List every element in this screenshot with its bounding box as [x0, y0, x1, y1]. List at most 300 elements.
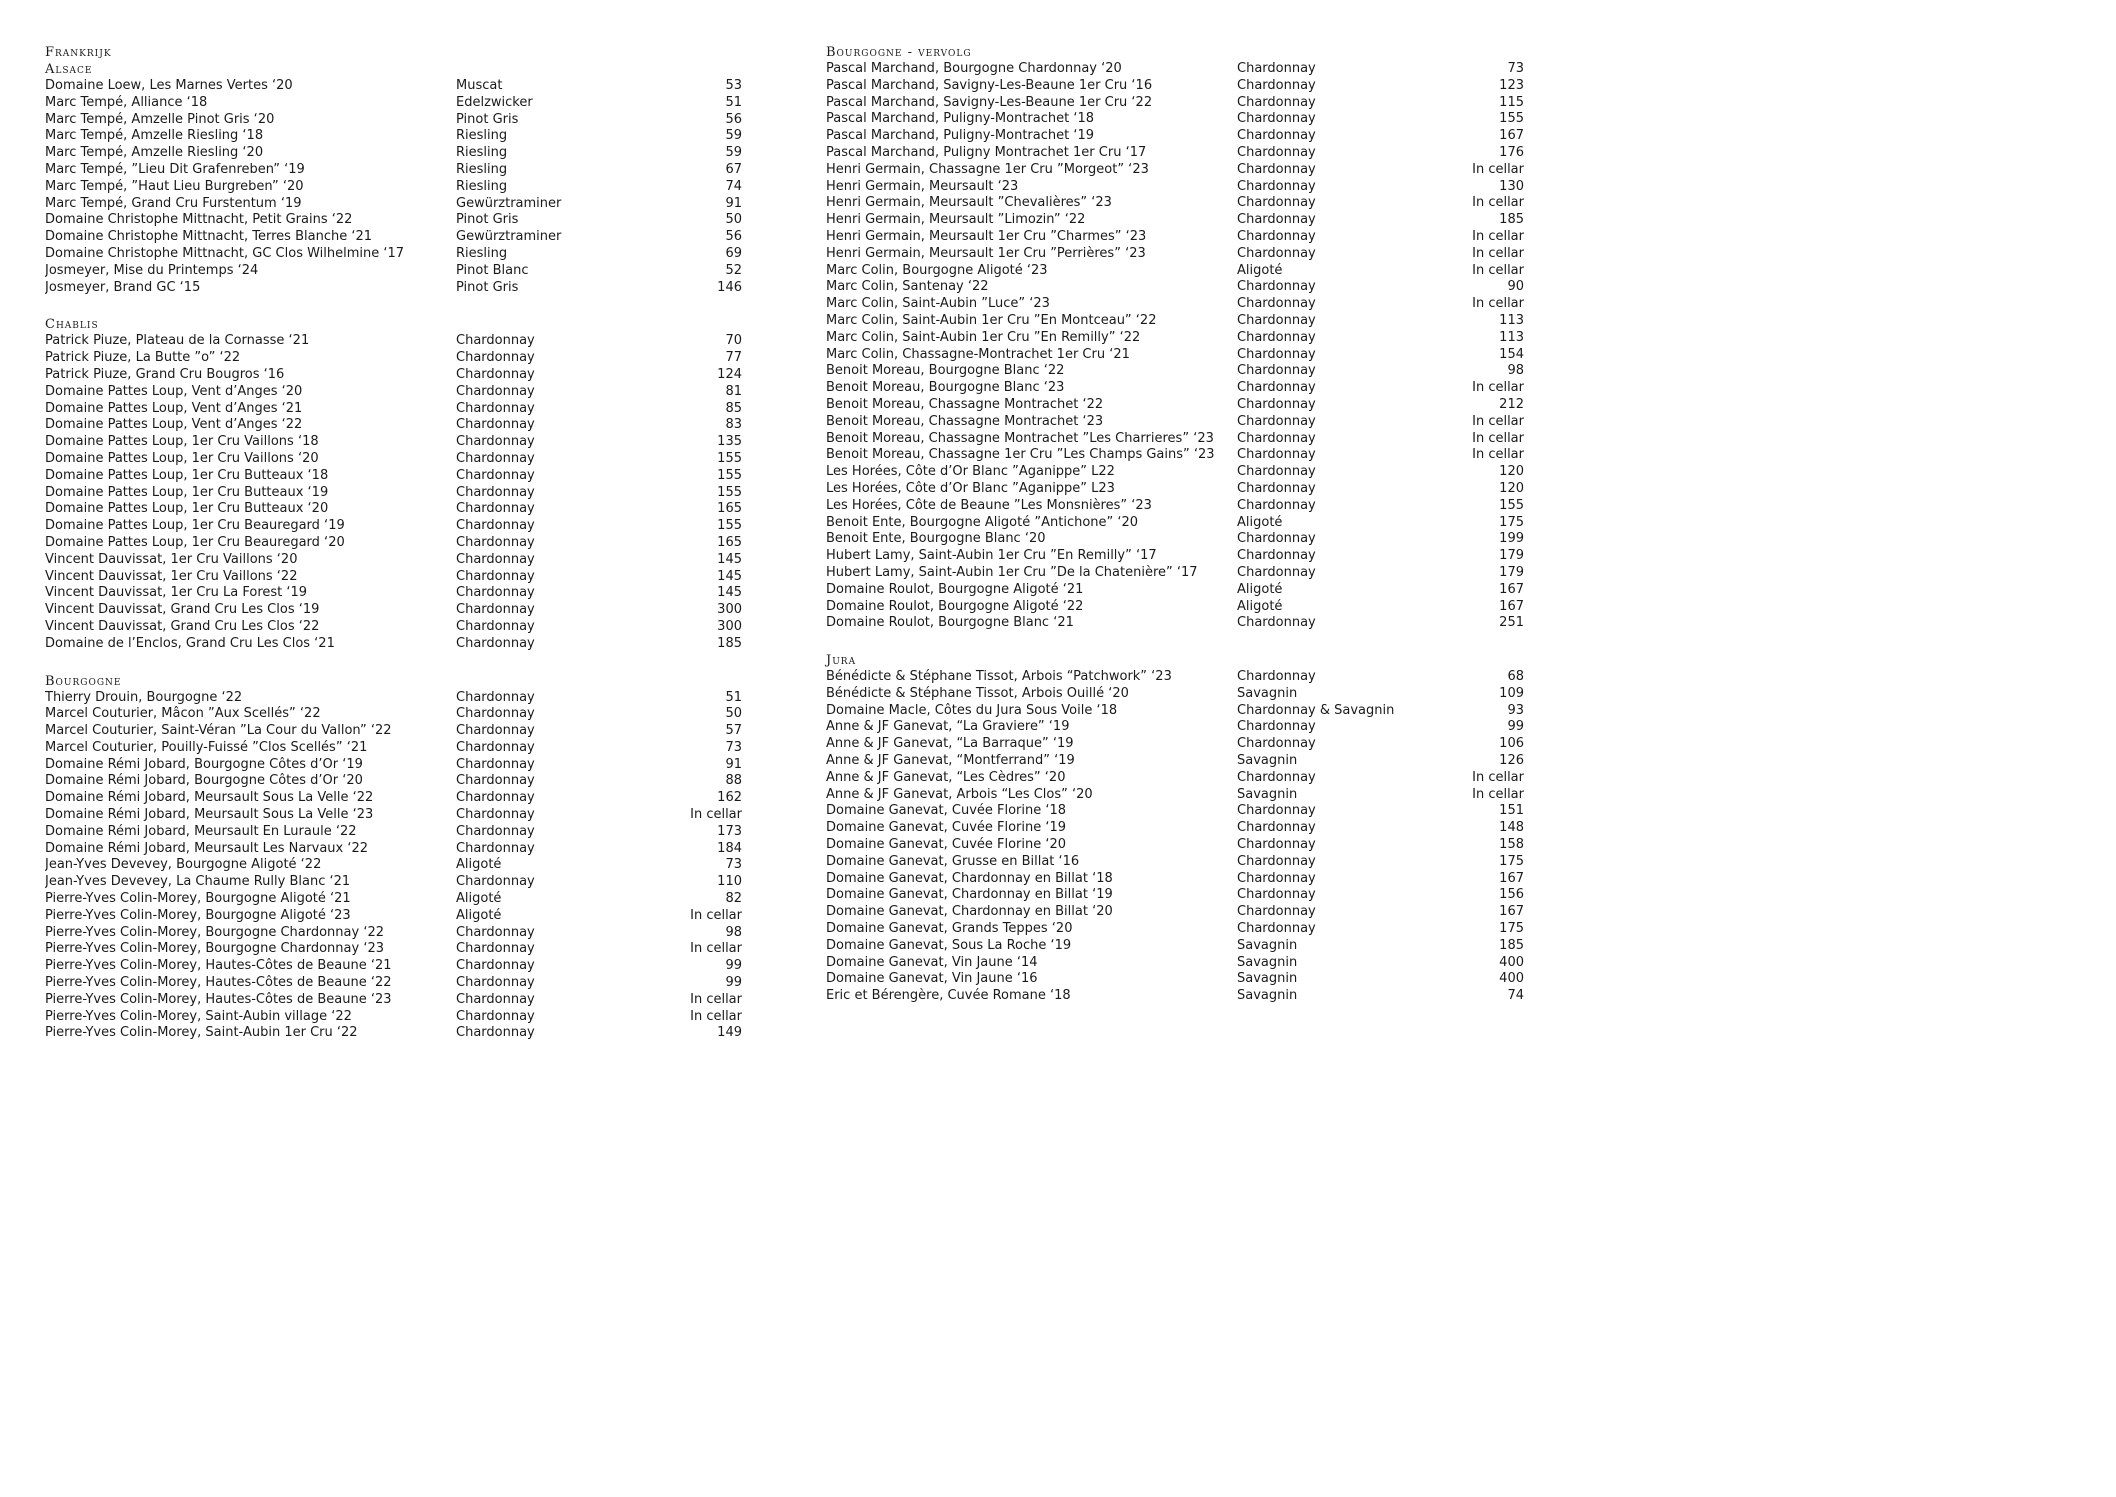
wine-grape: Savagnin	[1237, 786, 1298, 802]
wine-row	[826, 279, 1524, 296]
wine-grape: Chardonnay	[456, 501, 535, 517]
wine-row	[826, 128, 1524, 145]
wine-name: Domaine de l’Enclos, Grand Cru Les Clos ‘21	[45, 635, 335, 651]
wine-grape: Chardonnay	[456, 941, 535, 957]
wine-name: Anne & JF Ganevat, Arbois “Les Clos” ‘20	[826, 786, 1093, 802]
wine-price: 251	[1499, 615, 1524, 631]
wine-row	[45, 229, 742, 246]
wine-name: Vincent Dauvissat, Grand Cru Les Clos ‘19	[45, 602, 320, 618]
wine-row	[826, 330, 1524, 347]
wine-price: 167	[1499, 904, 1524, 920]
wine-name: Domaine Pattes Loup, 1er Cru Butteaux ‘19	[45, 484, 329, 500]
wine-price: In cellar	[690, 1008, 742, 1024]
wine-row	[826, 770, 1524, 787]
wine-name: Benoit Ente, Bourgogne Aligoté ”Antichone” ‘20	[826, 514, 1139, 530]
wine-grape: Pinot Blanc	[456, 262, 529, 278]
wine-row	[826, 162, 1524, 179]
wine-price: 123	[1499, 77, 1524, 93]
wine-grape: Chardonnay	[1237, 820, 1316, 836]
wine-row	[45, 585, 742, 602]
wine-name: Pascal Marchand, Puligny-Montrachet ‘18	[826, 111, 1095, 127]
wine-price: 67	[725, 161, 742, 177]
wine-row	[826, 498, 1524, 515]
wine-name: Anne & JF Ganevat, “Montferrand” ‘19	[826, 753, 1075, 769]
wine-row	[826, 854, 1524, 871]
wine-row	[45, 602, 742, 619]
wine-row	[826, 380, 1524, 397]
wine-grape: Chardonnay	[1237, 564, 1316, 580]
wine-price: 56	[725, 229, 742, 245]
wine-price: 69	[725, 245, 742, 261]
wine-grape: Chardonnay	[456, 874, 535, 890]
wine-row	[45, 401, 742, 418]
wine-row	[826, 481, 1524, 498]
wine-name: Domaine Rémi Jobard, Bourgogne Côtes d’Or ‘19	[45, 756, 363, 772]
wine-row	[826, 464, 1524, 481]
wine-row	[45, 958, 742, 975]
wine-name: Henri Germain, Meursault ‘23	[826, 178, 1019, 194]
wine-grape: Chardonnay	[1237, 346, 1316, 362]
wine-name: Marc Colin, Saint-Aubin ”Luce” ‘23	[826, 296, 1050, 312]
wine-grape: Chardonnay	[456, 366, 535, 382]
wine-name: Anne & JF Ganevat, “La Barraque” ‘19	[826, 736, 1074, 752]
wine-name: Domaine Pattes Loup, Vent d’Anges ‘22	[45, 417, 303, 433]
wine-row	[826, 145, 1524, 162]
wine-name: Marc Colin, Santenay ‘22	[826, 279, 989, 295]
wine-price: 120	[1499, 480, 1524, 496]
wine-grape: Savagnin	[1237, 971, 1298, 987]
wine-name: Domaine Pattes Loup, 1er Cru Beauregard ‘19	[45, 518, 345, 534]
wine-row	[826, 615, 1524, 632]
wine-price: In cellar	[1472, 430, 1524, 446]
wine-price: 113	[1499, 312, 1524, 328]
wine-price: In cellar	[1472, 447, 1524, 463]
wine-price: 179	[1499, 564, 1524, 580]
wine-price: 73	[725, 857, 742, 873]
wine-name: Les Horées, Côte d’Or Blanc ”Aganippe” L23	[826, 480, 1115, 496]
wine-price: 135	[717, 434, 742, 450]
wine-price: 165	[717, 534, 742, 550]
wine-row	[45, 212, 742, 229]
wine-grape: Chardonnay	[1237, 837, 1316, 853]
wine-grape: Chardonnay	[1237, 77, 1316, 93]
wine-price: 120	[1499, 464, 1524, 480]
wine-grape: Chardonnay	[1237, 430, 1316, 446]
wine-price: 83	[725, 417, 742, 433]
wine-price: 115	[1499, 94, 1524, 110]
wine-name: Pierre-Yves Colin-Morey, Saint-Aubin 1er Cru ‘22	[45, 1025, 358, 1041]
wine-price: 154	[1499, 346, 1524, 362]
wine-grape: Chardonnay	[456, 585, 535, 601]
wine-grape: Chardonnay	[456, 518, 535, 534]
wine-price: 52	[725, 262, 742, 278]
wine-row	[826, 347, 1524, 364]
wine-row	[45, 468, 742, 485]
wine-grape: Chardonnay	[456, 383, 535, 399]
wine-name: Domaine Pattes Loup, Vent d’Anges ‘21	[45, 400, 303, 416]
wine-price: In cellar	[690, 907, 742, 923]
wine-grape: Riesling	[456, 161, 508, 177]
wine-row	[45, 908, 742, 925]
wine-grape: Chardonnay	[456, 706, 535, 722]
wine-name: Marcel Couturier, Saint-Véran ”La Cour du Vallon” ‘22	[45, 723, 392, 739]
wine-grape: Chardonnay	[456, 434, 535, 450]
wine-grape: Chardonnay	[1237, 161, 1316, 177]
wine-price: 149	[717, 1025, 742, 1041]
wine-grape: Chardonnay	[456, 602, 535, 618]
wine-row	[45, 807, 742, 824]
wine-price: 185	[717, 635, 742, 651]
wine-grape: Chardonnay	[456, 739, 535, 755]
wine-grape: Aligoté	[456, 907, 502, 923]
wine-name: Domaine Christophe Mittnacht, Terres Blanche ‘21	[45, 229, 373, 245]
wine-price: 145	[717, 585, 742, 601]
wine-name: Patrick Piuze, La Butte ”o” ‘22	[45, 350, 241, 366]
section-spacer	[826, 632, 1524, 652]
wine-grape: Chardonnay	[1237, 312, 1316, 328]
wine-price: 77	[725, 350, 742, 366]
wine-row	[45, 350, 742, 367]
wine-name: Marcel Couturier, Pouilly-Fuissé ”Clos Scellés” ‘21	[45, 739, 368, 755]
wine-row	[826, 904, 1524, 921]
wine-row	[45, 196, 742, 213]
wine-name: Vincent Dauvissat, 1er Cru Vaillons ‘20	[45, 551, 298, 567]
wine-name: Domaine Pattes Loup, Vent d’Anges ‘20	[45, 383, 303, 399]
wine-row	[826, 431, 1524, 448]
wine-grape: Chardonnay	[456, 534, 535, 550]
wine-name: Benoit Moreau, Bourgogne Blanc ‘22	[826, 363, 1065, 379]
wine-name: Pierre-Yves Colin-Morey, Hautes-Côtes de Beaune ‘22	[45, 975, 392, 991]
wine-row	[826, 414, 1524, 431]
wine-row	[45, 941, 742, 958]
wine-row	[45, 246, 742, 263]
wine-name: Benoit Ente, Bourgogne Blanc ‘20	[826, 531, 1046, 547]
wine-price: 148	[1499, 820, 1524, 836]
wine-row	[45, 723, 742, 740]
wine-row	[826, 736, 1524, 753]
wine-price: 212	[1499, 396, 1524, 412]
wine-grape: Pinot Gris	[456, 111, 519, 127]
wine-price: 162	[717, 790, 742, 806]
wine-grape: Chardonnay	[1237, 904, 1316, 920]
wine-row	[826, 397, 1524, 414]
wine-price: 400	[1499, 954, 1524, 970]
wine-name: Domaine Roulot, Bourgogne Aligoté ‘22	[826, 598, 1084, 614]
wine-price: 51	[725, 94, 742, 110]
wine-grape: Aligoté	[456, 891, 502, 907]
wine-grape: Chardonnay	[1237, 803, 1316, 819]
wine-name: Domaine Christophe Mittnacht, Petit Grains ‘22	[45, 212, 353, 228]
wine-row	[45, 636, 742, 653]
wine-name: Domaine Pattes Loup, 1er Cru Vaillons ‘18	[45, 434, 319, 450]
wine-name: Patrick Piuze, Plateau de la Cornasse ‘21	[45, 333, 310, 349]
wine-name: Benoit Moreau, Chassagne Montrachet ‘23	[826, 413, 1104, 429]
wine-price: 50	[725, 706, 742, 722]
wine-grape: Chardonnay	[1237, 548, 1316, 564]
wine-price: 145	[717, 568, 742, 584]
wine-name: Pierre-Yves Colin-Morey, Hautes-Côtes de Beaune ‘23	[45, 991, 392, 1007]
wine-grape: Chardonnay	[456, 958, 535, 974]
wine-price: In cellar	[1472, 296, 1524, 312]
region-heading: Chablis	[45, 317, 99, 333]
wine-grape: Savagnin	[1237, 954, 1298, 970]
wine-row	[45, 333, 742, 350]
wine-price: 59	[725, 128, 742, 144]
wine-row	[826, 61, 1524, 78]
wine-name: Henri Germain, Meursault ”Limozin” ‘22	[826, 212, 1086, 228]
wine-name: Pascal Marchand, Puligny Montrachet 1er Cru ‘17	[826, 144, 1147, 160]
wine-price: In cellar	[690, 807, 742, 823]
wine-price: 50	[725, 212, 742, 228]
wine-row	[826, 447, 1524, 464]
wine-grape: Chardonnay	[456, 807, 535, 823]
wine-row	[45, 535, 742, 552]
wine-name: Domaine Ganevat, Grusse en Billat ‘16	[826, 853, 1080, 869]
wine-price: 167	[1499, 598, 1524, 614]
wine-name: Pierre-Yves Colin-Morey, Bourgogne Chardonnay ‘23	[45, 941, 384, 957]
wine-price: 173	[717, 823, 742, 839]
wine-name: Pascal Marchand, Savigny-Les-Beaune 1er Cru ‘16	[826, 77, 1153, 93]
wine-price: In cellar	[690, 991, 742, 1007]
wine-price: 109	[1499, 685, 1524, 701]
wine-row	[45, 706, 742, 723]
wine-row	[45, 773, 742, 790]
wine-name: Domaine Pattes Loup, 1er Cru Butteaux ‘18	[45, 467, 329, 483]
wine-price: 130	[1499, 178, 1524, 194]
right-column	[826, 44, 1524, 1005]
wine-grape: Chardonnay	[456, 467, 535, 483]
section-spacer	[45, 296, 742, 316]
wine-grape: Chardonnay	[456, 568, 535, 584]
wine-row	[45, 112, 742, 129]
wine-name: Domaine Ganevat, Cuvée Florine ‘19	[826, 820, 1067, 836]
wine-row	[45, 280, 742, 297]
wine-price: 185	[1499, 212, 1524, 228]
wine-price: In cellar	[1472, 380, 1524, 396]
region-heading: Alsace	[45, 62, 93, 77]
wine-grape: Chardonnay	[456, 975, 535, 991]
wine-name: Anne & JF Ganevat, “La Graviere” ‘19	[826, 719, 1070, 735]
wine-grape: Chardonnay	[1237, 94, 1316, 110]
wine-name: Henri Germain, Meursault 1er Cru ”Charmes” ‘23	[826, 228, 1147, 244]
wine-row	[826, 753, 1524, 770]
wine-grape: Savagnin	[1237, 685, 1298, 701]
section-spacer	[45, 653, 742, 673]
wine-price: 70	[725, 333, 742, 349]
wine-grape: Chardonnay	[1237, 111, 1316, 127]
wine-price: 51	[725, 689, 742, 705]
wine-grape: Savagnin	[1237, 937, 1298, 953]
wine-name: Anne & JF Ganevat, “Les Cèdres” ‘20	[826, 769, 1066, 785]
wine-grape: Chardonnay	[456, 991, 535, 1007]
wine-grape: Chardonnay	[456, 551, 535, 567]
wine-row	[45, 179, 742, 196]
wine-name: Jean-Yves Devevey, La Chaume Rully Blanc ‘21	[45, 874, 351, 890]
wine-price: 81	[725, 383, 742, 399]
wine-name: Domaine Ganevat, Chardonnay en Billat ‘20	[826, 904, 1113, 920]
wine-grape: Chardonnay	[456, 618, 535, 634]
wine-price: 167	[1499, 870, 1524, 886]
wine-price: 300	[717, 602, 742, 618]
wine-price: 53	[725, 78, 742, 93]
wine-name: Henri Germain, Meursault 1er Cru ”Perrières” ‘23	[826, 245, 1146, 261]
wine-name: Domaine Pattes Loup, 1er Cru Butteaux ‘20	[45, 501, 329, 517]
wine-grape: Chardonnay	[1237, 212, 1316, 228]
wine-price: 179	[1499, 548, 1524, 564]
wine-name: Marc Colin, Chassagne-Montrachet 1er Cru ‘21	[826, 346, 1130, 362]
wine-name: Marc Tempé, Amzelle Riesling ‘18	[45, 128, 264, 144]
wine-price: 106	[1499, 736, 1524, 752]
wine-row	[45, 891, 742, 908]
wine-name: Marc Tempé, Amzelle Riesling ‘20	[45, 145, 264, 161]
wine-grape: Chardonnay	[1237, 195, 1316, 211]
wine-row	[826, 263, 1524, 280]
wine-row	[826, 921, 1524, 938]
wine-name: Domaine Ganevat, Vin Jaune ‘14	[826, 954, 1038, 970]
wine-name: Domaine Ganevat, Sous La Roche ‘19	[826, 937, 1072, 953]
wine-grape: Chardonnay	[456, 333, 535, 349]
wine-grape: Chardonnay	[1237, 413, 1316, 429]
wine-name: Benoit Moreau, Chassagne 1er Cru ”Les Champs Gains” ‘23	[826, 447, 1215, 463]
wine-price: 185	[1499, 937, 1524, 953]
wine-row	[45, 145, 742, 162]
wine-price: 155	[1499, 497, 1524, 513]
wine-row	[45, 757, 742, 774]
wine-name: Domaine Rémi Jobard, Meursault Les Narvaux ‘22	[45, 840, 369, 856]
wine-name: Vincent Dauvissat, Grand Cru Les Clos ‘22	[45, 618, 320, 634]
wine-row	[45, 451, 742, 468]
wine-price: 82	[725, 891, 742, 907]
wine-grape: Chardonnay	[1237, 245, 1316, 261]
wine-name: Domaine Roulot, Bourgogne Blanc ‘21	[826, 615, 1074, 631]
wine-row	[826, 363, 1524, 380]
wine-name: Jean-Yves Devevey, Bourgogne Aligoté ‘22	[45, 857, 322, 873]
wine-row	[45, 128, 742, 145]
wine-price: 176	[1499, 144, 1524, 160]
wine-name: Domaine Ganevat, Chardonnay en Billat ‘19	[826, 887, 1113, 903]
wine-price: In cellar	[1472, 161, 1524, 177]
wine-name: Pierre-Yves Colin-Morey, Bourgogne Aligoté ‘23	[45, 907, 351, 923]
region-heading: Bourgogne - vervolg	[826, 45, 972, 60]
wine-price: 146	[717, 279, 742, 295]
wine-name: Vincent Dauvissat, 1er Cru La Forest ‘19	[45, 585, 308, 601]
wine-name: Marc Tempé, ”Haut Lieu Burgreben” ‘20	[45, 178, 304, 194]
wine-name: Pascal Marchand, Bourgogne Chardonnay ‘20	[826, 61, 1122, 76]
wine-price: 167	[1499, 128, 1524, 144]
wine-row	[45, 501, 742, 518]
wine-row	[826, 195, 1524, 212]
wine-row	[826, 803, 1524, 820]
wine-price: 126	[1499, 753, 1524, 769]
wine-name: Patrick Piuze, Grand Cru Bougros ‘16	[45, 366, 285, 382]
wine-price: 175	[1499, 921, 1524, 937]
wine-grape: Chardonnay	[1237, 329, 1316, 345]
left-column	[45, 44, 742, 1042]
wine-price: 155	[717, 467, 742, 483]
wine-row	[45, 975, 742, 992]
wine-row	[45, 95, 742, 112]
wine-grape: Chardonnay	[456, 723, 535, 739]
wine-name: Marc Colin, Saint-Aubin 1er Cru ”En Montceau” ‘22	[826, 312, 1157, 328]
wine-row	[45, 874, 742, 891]
wine-name: Domaine Pattes Loup, 1er Cru Beauregard ‘20	[45, 534, 345, 550]
wine-grape: Chardonnay	[1237, 769, 1316, 785]
wine-price: 167	[1499, 581, 1524, 597]
wine-grape: Chardonnay	[1237, 363, 1316, 379]
wine-row	[45, 790, 742, 807]
wine-name: Domaine Ganevat, Vin Jaune ‘16	[826, 971, 1038, 987]
wine-name: Pascal Marchand, Puligny-Montrachet ‘19	[826, 128, 1095, 144]
wine-price: 74	[1507, 988, 1524, 1004]
wine-price: 110	[717, 874, 742, 890]
wine-row	[45, 384, 742, 401]
wine-name: Marc Colin, Bourgogne Aligoté ‘23	[826, 262, 1048, 278]
wine-name: Pierre-Yves Colin-Morey, Bourgogne Chardonnay ‘22	[45, 924, 384, 940]
wine-row	[826, 971, 1524, 988]
wine-name: Les Horées, Côte de Beaune ”Les Monsnières” ‘23	[826, 497, 1152, 513]
wine-grape: Chardonnay	[1237, 447, 1316, 463]
wine-grape: Chardonnay	[1237, 178, 1316, 194]
wine-grape: Chardonnay	[1237, 380, 1316, 396]
wine-grape: Chardonnay	[1237, 497, 1316, 513]
wine-price: In cellar	[1472, 786, 1524, 802]
wine-name: Marc Tempé, Grand Cru Furstentum ‘19	[45, 195, 302, 211]
wine-row	[45, 857, 742, 874]
wine-grape: Savagnin	[1237, 988, 1298, 1004]
wine-grape: Chardonnay	[456, 790, 535, 806]
wine-grape: Chardonnay	[1237, 144, 1316, 160]
wine-grape: Riesling	[456, 178, 508, 194]
wine-row	[826, 515, 1524, 532]
wine-price: 85	[725, 400, 742, 416]
wine-name: Marcel Couturier, Mâcon ”Aux Scellés” ‘22	[45, 706, 321, 722]
wine-row	[45, 417, 742, 434]
wine-grape: Chardonnay	[456, 1025, 535, 1041]
wine-price: 73	[1507, 61, 1524, 76]
wine-name: Josmeyer, Mise du Printemps ‘24	[45, 262, 259, 278]
wine-row	[45, 162, 742, 179]
wine-grape: Chardonnay	[456, 417, 535, 433]
wine-price: 145	[717, 551, 742, 567]
wine-row	[45, 78, 742, 95]
wine-price: 73	[725, 739, 742, 755]
wine-grape: Riesling	[456, 145, 508, 161]
wine-row	[826, 313, 1524, 330]
wine-row	[45, 263, 742, 280]
region-heading: Jura	[826, 653, 857, 669]
wine-row	[826, 229, 1524, 246]
wine-grape: Chardonnay	[456, 756, 535, 772]
wine-grape: Chardonnay	[1237, 531, 1316, 547]
wine-grape: Chardonnay	[1237, 921, 1316, 937]
wine-grape: Savagnin	[1237, 753, 1298, 769]
wine-row	[826, 95, 1524, 112]
wine-row	[826, 719, 1524, 736]
wine-price: 124	[717, 366, 742, 382]
wine-grape: Chardonnay	[1237, 669, 1316, 685]
wine-grape: Chardonnay	[1237, 870, 1316, 886]
wine-grape: Chardonnay	[1237, 887, 1316, 903]
wine-row	[826, 78, 1524, 95]
wine-name: Domaine Rémi Jobard, Meursault Sous La Velle ‘22	[45, 790, 374, 806]
wine-price: In cellar	[1472, 262, 1524, 278]
wine-price: 98	[1507, 363, 1524, 379]
wine-name: Marc Colin, Saint-Aubin 1er Cru ”En Remilly” ‘22	[826, 329, 1141, 345]
wine-price: 91	[725, 756, 742, 772]
wine-name: Henri Germain, Meursault ”Chevalières” ‘23	[826, 195, 1112, 211]
wine-grape: Gewürztraminer	[456, 195, 562, 211]
wine-grape: Aligoté	[456, 857, 502, 873]
